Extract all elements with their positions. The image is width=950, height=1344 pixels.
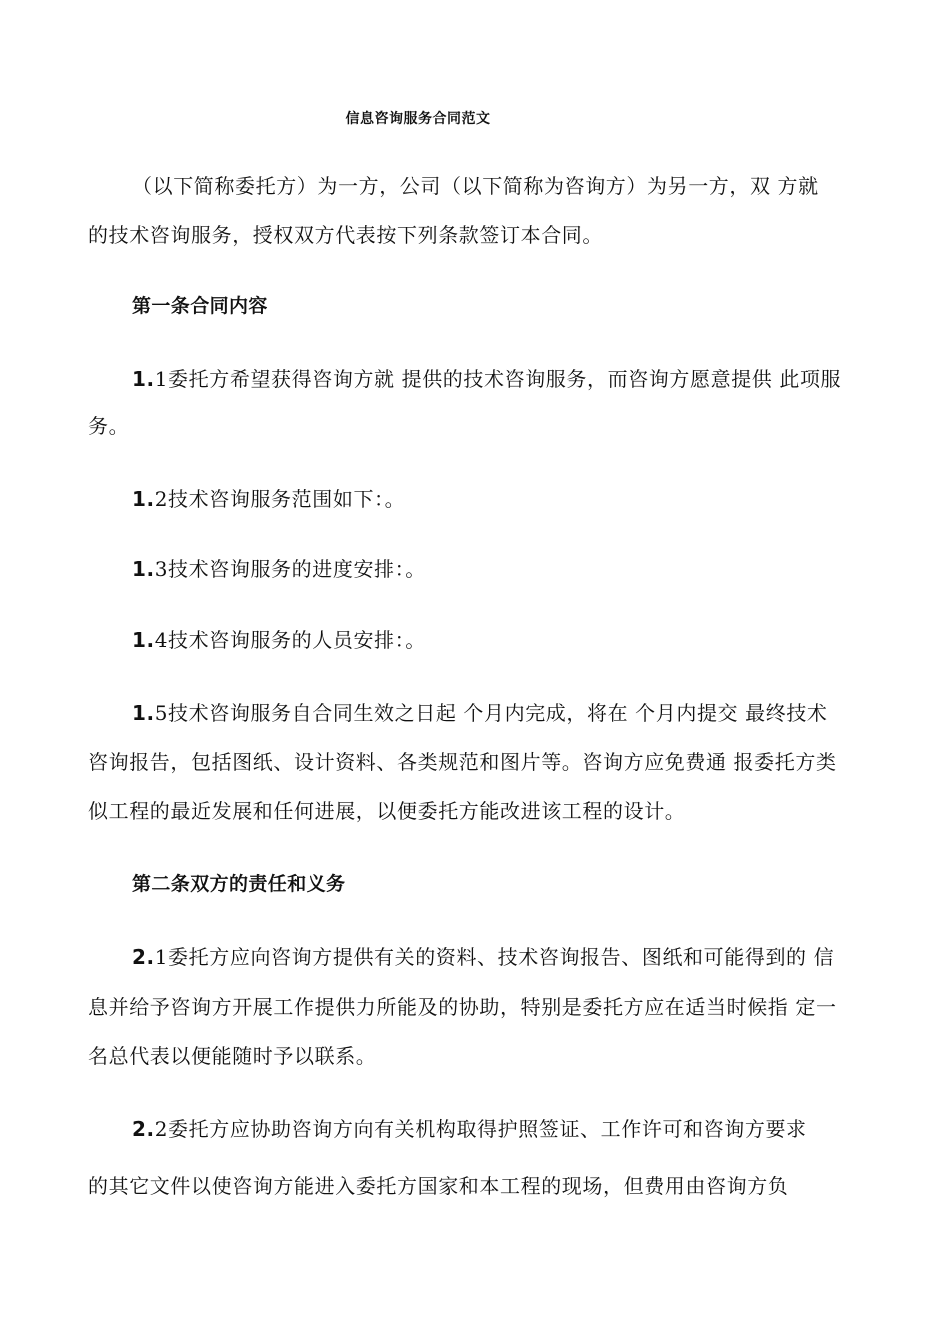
clause-number: 1. [132,557,155,581]
article-1-heading: 第一条合同内容 [132,295,268,317]
clause-text: 2委托方应协助咨询方向有关机构取得护照签证、工作许可和咨询方要求 [154,1117,807,1141]
clause-2-2-line-1 [132,1117,807,1141]
clause-text: 4技术咨询服务的人员安排：。 [154,628,426,652]
clause-number: 2. [132,945,155,969]
clause-text: 5技术咨询服务自合同生效之日起 个月内完成，将在 个月内提交 最终技术 [154,701,828,725]
clause-1-2 [132,487,405,511]
clause-number: 1. [132,367,155,391]
clause-2-2-line-2: 的其它文件以使咨询方能进入委托方国家和本工程的现场，但费用由咨询方负 [88,1174,789,1198]
clause-number: 2. [132,1117,155,1141]
article-2-heading: 第二条双方的责任和义务 [132,873,346,895]
document-title: 信息咨询服务合同范文 [345,111,491,127]
clause-2-1-line-3: 名总代表以便能随时予以联系。 [88,1044,377,1068]
clause-1-1-line-2: 务。 [88,414,130,438]
clause-1-5-line-1 [132,701,828,725]
clause-number: 1. [132,487,155,511]
clause-1-3 [132,557,426,581]
clause-text: 1委托方希望获得咨询方就 提供的技术咨询服务，而咨询方愿意提供 此项服 [154,367,842,391]
intro-line-1: （以下简称委托方）为一方，公司（以下简称为咨询方）为另一方，双 方就 [132,174,819,198]
clause-text: 3技术咨询服务的进度安排：。 [154,557,426,581]
clause-1-4 [132,628,426,652]
clause-text: 2技术咨询服务范围如下：。 [154,487,406,511]
clause-1-5-line-2: 咨询报告，包括图纸、设计资料、各类规范和图片等。咨询方应免费通 报委托方类 [88,750,837,774]
clause-1-1-line-1 [132,367,841,391]
clause-2-1-line-2: 息并给予咨询方开展工作提供力所能及的协助，特别是委托方应在适当时候指 定一 [88,995,837,1019]
clause-number: 1. [132,701,155,725]
clause-number: 1. [132,628,155,652]
clause-text: 1委托方应向咨询方提供有关的资料、技术咨询报告、图纸和可能得到的 信 [154,945,835,969]
intro-line-2: 的技术咨询服务，授权双方代表按下列条款签订本合同。 [88,223,603,247]
clause-1-5-line-3: 似工程的最近发展和任何进展，以便委托方能改进该工程的设计。 [88,799,686,823]
clause-2-1-line-1 [132,945,834,969]
